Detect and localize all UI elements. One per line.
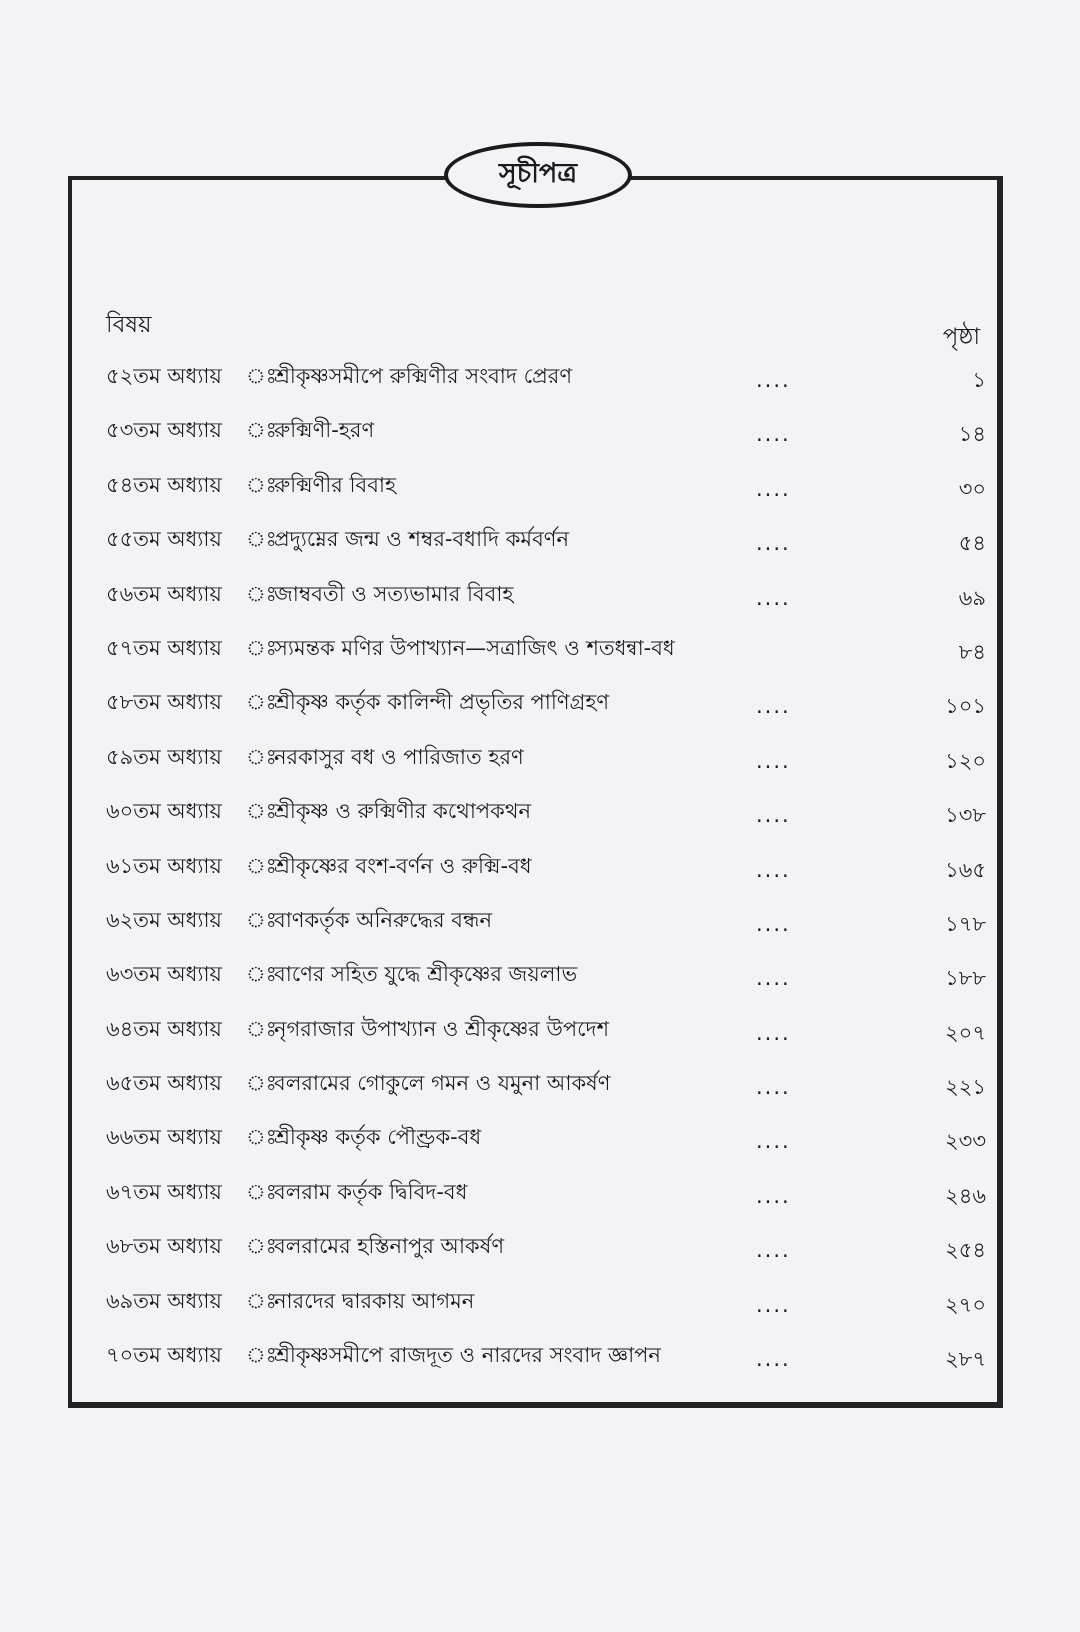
toc-entry bbox=[106, 1230, 986, 1284]
chapter-topic: বলরামের হস্তিনাপুর আকর্ষণ bbox=[274, 1234, 505, 1259]
page-number: ১২০ bbox=[945, 748, 986, 773]
separator-colon: ঃ bbox=[246, 1071, 277, 1096]
page-number: ৬৯ bbox=[958, 585, 986, 610]
toc-entry bbox=[106, 1176, 986, 1230]
toc-entry bbox=[106, 1339, 986, 1393]
separator-colon: ঃ bbox=[246, 418, 277, 443]
leader-dots: .... bbox=[756, 1129, 791, 1154]
separator-colon: ঃ bbox=[246, 690, 277, 715]
chapter-topic: শ্রীকৃষ্ণ কর্তৃক পৌণ্ড্রক-বধ bbox=[274, 1125, 482, 1150]
chapter-label: ৫৪তম অধ্যায় bbox=[106, 472, 222, 497]
separator-colon: ঃ bbox=[246, 1234, 277, 1259]
toc-entry bbox=[106, 1013, 986, 1067]
toc-entry bbox=[106, 850, 986, 904]
toc-entry bbox=[106, 578, 986, 632]
separator-colon: ঃ bbox=[246, 1288, 277, 1313]
page-column-header: পৃষ্ঠা bbox=[942, 324, 980, 350]
toc-entry bbox=[106, 469, 986, 523]
subject-column-header: বিষয় bbox=[106, 312, 152, 338]
leader-dots: .... bbox=[756, 531, 791, 556]
leader-dots: .... bbox=[756, 1020, 791, 1045]
page-number: ৮৪ bbox=[958, 639, 986, 664]
page-number: ২২১ bbox=[945, 1075, 986, 1100]
chapter-label: ৬৬তম অধ্যায় bbox=[106, 1125, 222, 1150]
chapter-topic: জাম্ববতী ও সত্যভামার বিবাহ bbox=[274, 581, 514, 606]
page-number: ২৮৭ bbox=[945, 1347, 986, 1372]
separator-colon: ঃ bbox=[246, 962, 277, 987]
chapter-topic: নারদের দ্বারকায় আগমন bbox=[274, 1288, 475, 1313]
leader-dots: .... bbox=[756, 966, 791, 991]
page-number: ৫৪ bbox=[958, 531, 986, 556]
chapter-label: ৫৮তম অধ্যায় bbox=[106, 690, 222, 715]
page-number: ১ bbox=[972, 368, 986, 392]
leader-dots: .... bbox=[756, 368, 791, 392]
separator-colon: ঃ bbox=[246, 581, 277, 606]
leader-dots: .... bbox=[756, 748, 791, 773]
separator-colon: ঃ bbox=[246, 744, 277, 769]
separator-colon: ঃ bbox=[246, 527, 277, 552]
chapter-topic: বাণের সহিত যুদ্ধে শ্রীকৃষ্ণের জয়লাভ bbox=[274, 962, 578, 987]
chapter-topic: প্রদ্যুম্নের জন্ম ও শম্বর-বধাদি কর্মবর্ণন bbox=[274, 527, 570, 552]
page-number: ১৬৫ bbox=[945, 857, 986, 882]
page-number: ২৩৩ bbox=[945, 1129, 986, 1154]
toc-entry bbox=[106, 1285, 986, 1339]
toc-entry bbox=[106, 1121, 986, 1175]
chapter-label: ৬০তম অধ্যায় bbox=[106, 799, 222, 824]
page-number: ৩০ bbox=[958, 476, 986, 501]
page-number: ১৭৮ bbox=[945, 911, 986, 936]
leader-dots: .... bbox=[756, 585, 791, 610]
leader-dots: .... bbox=[756, 694, 791, 719]
separator-colon: ঃ bbox=[246, 1343, 277, 1368]
chapter-topic: শ্রীকৃষ্ণ কর্তৃক কালিন্দী প্রভৃতির পাণিগ্রহণ bbox=[274, 690, 610, 715]
chapter-topic: নৃগরাজার উপাখ্যান ও শ্রীকৃষ্ণের উপদেশ bbox=[274, 1016, 610, 1041]
leader-dots: .... bbox=[756, 1347, 791, 1372]
page-number: ২৫৪ bbox=[945, 1238, 986, 1263]
toc-entry bbox=[106, 795, 986, 849]
chapter-label: ৫৭তম অধ্যায় bbox=[106, 635, 222, 660]
chapter-label: ৬৩তম অধ্যায় bbox=[106, 962, 222, 987]
toc-entry bbox=[106, 523, 986, 577]
chapter-label: ৬৯তম অধ্যায় bbox=[106, 1288, 222, 1313]
separator-colon: ঃ bbox=[246, 364, 277, 388]
toc-entry bbox=[106, 686, 986, 740]
chapter-topic: শ্রীকৃষ্ণ ও রুক্মিণীর কথোপকথন bbox=[274, 799, 532, 824]
leader-dots: .... bbox=[756, 1238, 791, 1263]
chapter-label: ৬৫তম অধ্যায় bbox=[106, 1071, 222, 1096]
page-number: ২৭০ bbox=[945, 1292, 986, 1317]
chapter-label: ৬৪তম অধ্যায় bbox=[106, 1016, 222, 1041]
leader-dots: .... bbox=[756, 911, 791, 936]
toc-entry bbox=[106, 360, 986, 414]
chapter-label: ৫৫তম অধ্যায় bbox=[106, 527, 222, 552]
toc-entry bbox=[106, 741, 986, 795]
page-number: ২৪৬ bbox=[945, 1183, 986, 1208]
chapter-label: ৫৬তম অধ্যায় bbox=[106, 581, 222, 606]
leader-dots: .... bbox=[756, 1183, 791, 1208]
page-number: ২০৭ bbox=[945, 1020, 986, 1045]
separator-colon: ঃ bbox=[246, 907, 277, 932]
page-number: ১৩৮ bbox=[945, 803, 986, 828]
page-number: ১০১ bbox=[945, 694, 986, 719]
chapter-topic: স্যমন্তক মণির উপাখ্যান—সত্রাজিৎ ও শতধন্বা-বধ bbox=[274, 635, 675, 660]
toc-entry bbox=[106, 414, 986, 468]
toc-entry bbox=[106, 1067, 986, 1121]
leader-dots: .... bbox=[756, 1075, 791, 1100]
leader-dots: .... bbox=[756, 1292, 791, 1317]
chapter-label: ৭০তম অধ্যায় bbox=[106, 1343, 222, 1368]
chapter-label: ৫৩তম অধ্যায় bbox=[106, 418, 222, 443]
leader-dots: .... bbox=[756, 422, 791, 447]
chapter-topic: বলরামের গোকুলে গমন ও যমুনা আকর্ষণ bbox=[274, 1071, 611, 1096]
chapter-topic: শ্রীকৃষ্ণের বংশ-বর্ণন ও রুক্মি-বধ bbox=[274, 853, 532, 878]
separator-colon: ঃ bbox=[246, 635, 277, 660]
page-number: ১৮৮ bbox=[945, 966, 986, 991]
chapter-topic: বাণকর্তৃক অনিরুদ্ধের বন্ধন bbox=[274, 907, 493, 932]
page-title: সূচীপত্র bbox=[444, 142, 632, 208]
leader-dots: .... bbox=[756, 857, 791, 882]
chapter-topic: বলরাম কর্তৃক দ্বিবিদ-বধ bbox=[274, 1179, 468, 1204]
separator-colon: ঃ bbox=[246, 472, 277, 497]
leader-dots: .... bbox=[756, 803, 791, 828]
table-of-contents bbox=[106, 360, 986, 1393]
chapter-topic: রুক্মিণীর বিবাহ bbox=[274, 472, 397, 497]
leader-dots: .... bbox=[756, 476, 791, 501]
chapter-topic: নরকাসুর বধ ও পারিজাত হরণ bbox=[274, 744, 524, 769]
separator-colon: ঃ bbox=[246, 1179, 277, 1204]
chapter-label: ৬১তম অধ্যায় bbox=[106, 853, 222, 878]
chapter-label: ৫৯তম অধ্যায় bbox=[106, 744, 222, 769]
separator-colon: ঃ bbox=[246, 1016, 277, 1041]
chapter-topic: শ্রীকৃষ্ণসমীপে রাজদূত ও নারদের সংবাদ জ্ঞাপন bbox=[274, 1343, 661, 1368]
toc-entry bbox=[106, 904, 986, 958]
toc-entry bbox=[106, 958, 986, 1012]
separator-colon: ঃ bbox=[246, 853, 277, 878]
chapter-topic: রুক্মিণী-হরণ bbox=[274, 418, 375, 443]
chapter-label: ৬৭তম অধ্যায় bbox=[106, 1179, 222, 1204]
chapter-topic: শ্রীকৃষ্ণসমীপে রুক্মিণীর সংবাদ প্রেরণ bbox=[274, 364, 573, 388]
chapter-label: ৬৮তম অধ্যায় bbox=[106, 1234, 222, 1259]
chapter-label: ৫২তম অধ্যায় bbox=[106, 364, 222, 388]
chapter-label: ৬২তম অধ্যায় bbox=[106, 907, 222, 932]
separator-colon: ঃ bbox=[246, 799, 277, 824]
page-number: ১৪ bbox=[958, 422, 986, 447]
separator-colon: ঃ bbox=[246, 1125, 277, 1150]
toc-entry bbox=[106, 632, 986, 686]
